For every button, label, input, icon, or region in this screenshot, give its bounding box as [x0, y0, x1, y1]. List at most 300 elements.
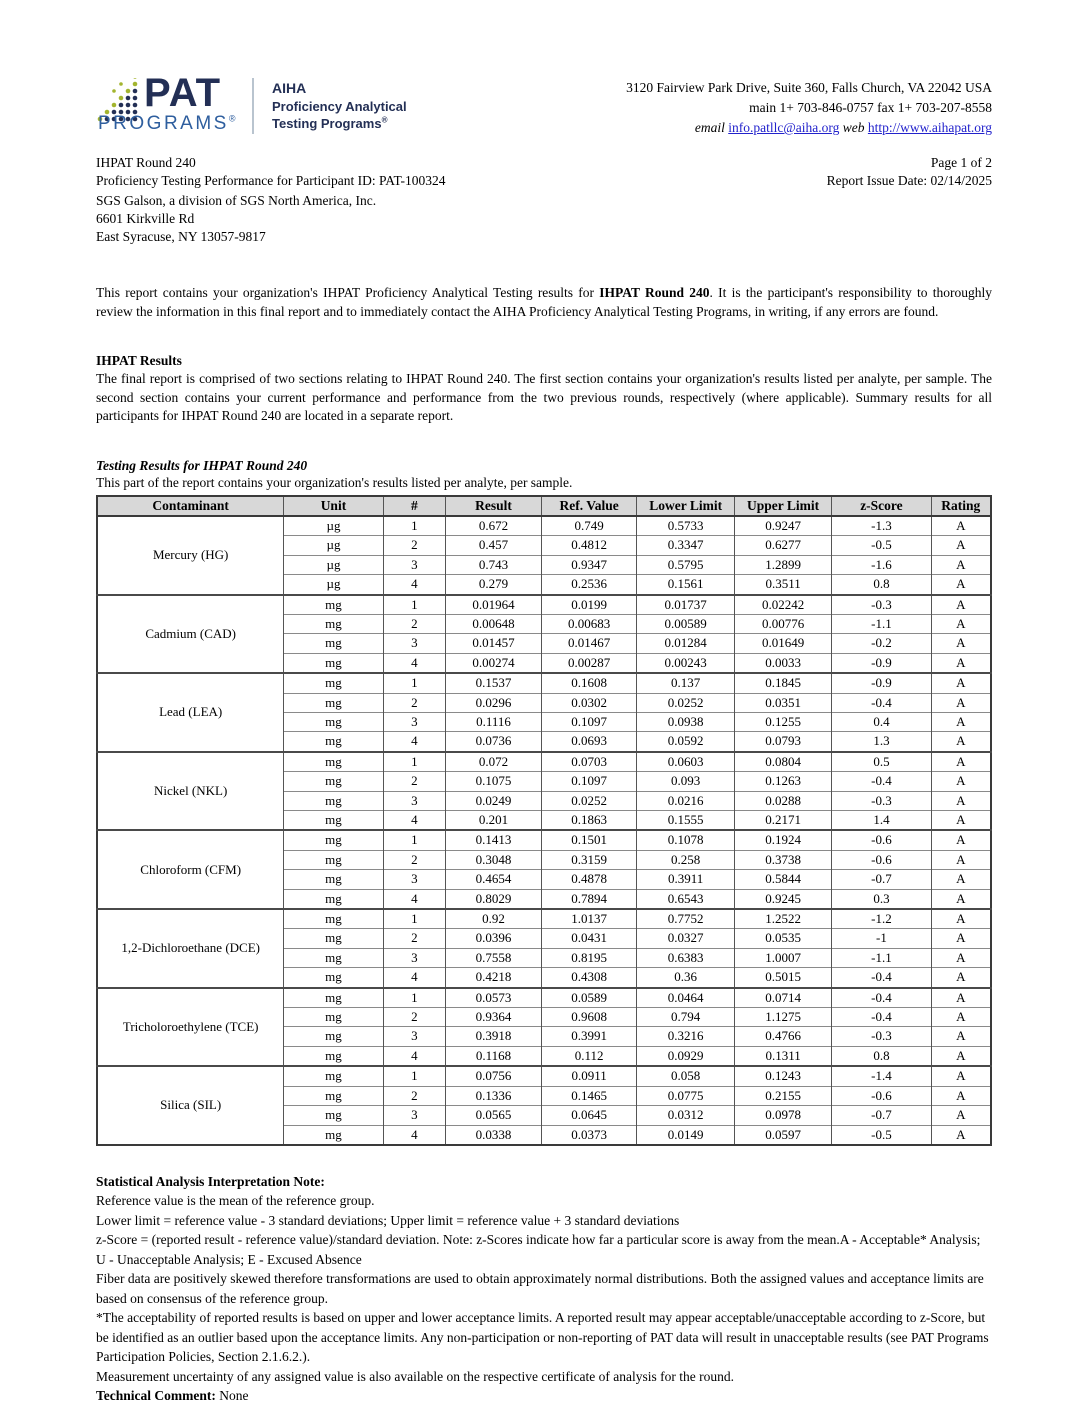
result-cell: 0.0464 [637, 988, 734, 1008]
result-cell: mg [284, 988, 383, 1008]
result-cell: 0.8 [832, 1046, 931, 1066]
result-cell: 0.0693 [541, 732, 637, 752]
notes-line-4: Fiber data are positively skewed therefore transformations are used to obtain approximately normal distributions. Both the assigned values and acceptance limits are based on consensus of the reference group. [96, 1271, 984, 1306]
result-cell: 1.0137 [541, 909, 637, 929]
result-cell: 4 [383, 1046, 446, 1066]
result-cell: mg [284, 909, 383, 929]
technical-comment [96, 1386, 992, 1406]
result-cell: 0.6277 [734, 536, 831, 555]
column-header: z-Score [832, 496, 931, 516]
notes-line-2: Lower limit = reference value - 3 standard deviations; Upper limit = reference value + 3 standard deviations [96, 1212, 680, 1228]
result-cell: 0.0252 [541, 791, 637, 810]
table-row [97, 909, 991, 929]
contaminant-cell: Mercury (HG) [97, 516, 284, 595]
result-cell: A [931, 968, 991, 988]
result-cell: mg [284, 1125, 383, 1145]
result-cell: 0.4 [832, 712, 931, 731]
results-section-body: The final report is comprised of two sections relating to IHPAT Round 240. The first section contains your organization's results listed per analyte, per sample. The second section contains your current performance and performance from the two previous rounds, respectively (where applicable). Summary results for all participants for IHPAT Round 240 are located in a separate report. [96, 371, 992, 423]
result-cell: mg [284, 752, 383, 772]
report-info-left [96, 154, 446, 190]
result-cell: A [931, 732, 991, 752]
table-row [97, 516, 991, 536]
result-cell: 0.00274 [446, 653, 542, 673]
aiha-tagline-1: Proficiency Analytical [272, 98, 407, 114]
result-cell: A [931, 850, 991, 869]
result-cell: µg [284, 575, 383, 595]
result-cell: 0.2171 [734, 811, 831, 831]
column-header: Rating [931, 496, 991, 516]
result-cell: -0.3 [832, 1027, 931, 1046]
result-cell: -0.5 [832, 1125, 931, 1145]
result-cell: 0.0929 [637, 1046, 734, 1066]
result-cell: 0.0804 [734, 752, 831, 772]
result-cell: 1.2522 [734, 909, 831, 929]
participant-line: Proficiency Testing Performance for Participant ID: PAT-100324 [96, 173, 446, 188]
logo-programs-text: PROGRAMS® [98, 113, 238, 134]
result-cell: -1.2 [832, 909, 931, 929]
result-cell: 0.5 [832, 752, 931, 772]
result-cell: 2 [383, 693, 446, 712]
result-cell: 0.0216 [637, 791, 734, 810]
result-cell: 0.7752 [637, 909, 734, 929]
result-cell: 0.6383 [637, 948, 734, 967]
logo-aiha-block [272, 76, 407, 133]
result-cell: -0.3 [832, 595, 931, 615]
registered-mark: ® [381, 116, 388, 126]
result-cell: 0.4878 [541, 870, 637, 889]
result-cell: 0.0296 [446, 693, 542, 712]
result-cell: 0.3048 [446, 850, 542, 869]
participant-address [96, 192, 992, 246]
result-cell: 0.4308 [541, 968, 637, 988]
result-cell: 2 [383, 1086, 446, 1105]
result-cell: A [931, 948, 991, 967]
result-cell: 1.4 [832, 811, 931, 831]
contaminant-cell: Chloroform (CFM) [97, 830, 284, 909]
result-cell: A [931, 1125, 991, 1145]
address-line-3 [626, 118, 992, 138]
result-cell: 0.1465 [541, 1086, 637, 1105]
statistical-notes [96, 1172, 992, 1406]
result-cell: -1.1 [832, 948, 931, 967]
result-cell: 1 [383, 1066, 446, 1086]
result-cell: -0.7 [832, 1106, 931, 1125]
result-cell: 0.0396 [446, 929, 542, 948]
result-cell: -1.3 [832, 516, 931, 536]
result-cell: 2 [383, 850, 446, 869]
result-cell: mg [284, 653, 383, 673]
org-address-block [626, 70, 992, 138]
result-cell: 0.0327 [637, 929, 734, 948]
result-cell: 0.0288 [734, 791, 831, 810]
report-info-row [96, 154, 992, 190]
result-cell: 4 [383, 575, 446, 595]
email-label: email [694, 120, 725, 135]
result-cell: 0.01737 [637, 595, 734, 615]
result-cell: 2 [383, 929, 446, 948]
result-cell: 0.0911 [541, 1066, 637, 1086]
result-cell: -0.6 [832, 1086, 931, 1105]
result-cell: 2 [383, 536, 446, 555]
result-cell: 0.0736 [446, 732, 542, 752]
result-cell: 0.9364 [446, 1008, 542, 1027]
notes-heading: Statistical Analysis Interpretation Note: [96, 1173, 325, 1189]
result-cell: -0.9 [832, 653, 931, 673]
result-cell: A [931, 1106, 991, 1125]
result-cell: -0.4 [832, 772, 931, 791]
result-cell: -0.4 [832, 693, 931, 712]
result-cell: 0.9245 [734, 889, 831, 909]
result-cell: mg [284, 791, 383, 810]
result-cell: 4 [383, 653, 446, 673]
result-cell: 0.0565 [446, 1106, 542, 1125]
result-cell: mg [284, 929, 383, 948]
result-cell: 1.1275 [734, 1008, 831, 1027]
participant-city: East Syracuse, NY 13057-9817 [96, 229, 266, 244]
result-cell: A [931, 1086, 991, 1105]
result-cell: 0.0535 [734, 929, 831, 948]
result-cell: A [931, 1046, 991, 1066]
result-cell: 0.137 [637, 673, 734, 693]
registered-mark: ® [228, 113, 238, 124]
report-info-right [827, 154, 992, 190]
result-cell: 0.1537 [446, 673, 542, 693]
result-cell: 0.1263 [734, 772, 831, 791]
result-cell: 0.1168 [446, 1046, 542, 1066]
result-cell: 4 [383, 811, 446, 831]
result-cell: A [931, 791, 991, 810]
result-cell: A [931, 870, 991, 889]
result-cell: -0.5 [832, 536, 931, 555]
result-cell: mg [284, 693, 383, 712]
result-cell: A [931, 634, 991, 653]
result-cell: 0.1336 [446, 1086, 542, 1105]
result-cell: 1 [383, 595, 446, 615]
result-cell: 0.0312 [637, 1106, 734, 1125]
logo-pat-text: PAT [144, 71, 222, 115]
column-header: # [383, 496, 446, 516]
result-cell: 0.36 [637, 968, 734, 988]
result-cell: 0.01457 [446, 634, 542, 653]
result-cell: 0.0589 [541, 988, 637, 1008]
column-header: Contaminant [97, 496, 284, 516]
result-cell: A [931, 614, 991, 633]
result-cell: 0.3738 [734, 850, 831, 869]
result-cell: 0.201 [446, 811, 542, 831]
result-cell: A [931, 830, 991, 850]
result-cell: 0.5733 [637, 516, 734, 536]
result-cell: 0.3991 [541, 1027, 637, 1046]
result-cell: A [931, 693, 991, 712]
result-cell: 0.1924 [734, 830, 831, 850]
result-cell: 0.01467 [541, 634, 637, 653]
contaminant-cell: Nickel (NKL) [97, 752, 284, 831]
result-cell: 0.0149 [637, 1125, 734, 1145]
result-cell: 0.1608 [541, 673, 637, 693]
result-cell: 0.0431 [541, 929, 637, 948]
result-cell: 0.00648 [446, 614, 542, 633]
result-cell: A [931, 653, 991, 673]
result-cell: 0.00776 [734, 614, 831, 633]
result-cell: 0.0603 [637, 752, 734, 772]
result-cell: 0.01284 [637, 634, 734, 653]
result-cell: µg [284, 555, 383, 574]
contaminant-cell: Cadmium (CAD) [97, 595, 284, 674]
result-cell: 0.0573 [446, 988, 542, 1008]
result-cell: 0.3911 [637, 870, 734, 889]
result-cell: mg [284, 772, 383, 791]
result-cell: 0.8029 [446, 889, 542, 909]
result-cell: A [931, 772, 991, 791]
result-cell: 1 [383, 752, 446, 772]
result-cell: 0.3 [832, 889, 931, 909]
result-cell: 0.1501 [541, 830, 637, 850]
result-cell: 0.5844 [734, 870, 831, 889]
result-cell: 3 [383, 948, 446, 967]
result-cell: 0.5795 [637, 555, 734, 574]
result-cell: 0.794 [637, 1008, 734, 1027]
table-header-row [97, 496, 991, 516]
result-cell: µg [284, 516, 383, 536]
result-cell: 0.01649 [734, 634, 831, 653]
notes-line-1: Reference value is the mean of the reference group. [96, 1193, 375, 1209]
result-cell: A [931, 909, 991, 929]
contaminant-cell: Tricholoroethylene (TCE) [97, 988, 284, 1067]
contaminant-cell: 1,2-Dichloroethane (DCE) [97, 909, 284, 988]
result-cell: 1 [383, 909, 446, 929]
result-cell: 0.058 [637, 1066, 734, 1086]
result-cell: 0.8 [832, 575, 931, 595]
result-cell: 0.00243 [637, 653, 734, 673]
result-cell: mg [284, 1086, 383, 1105]
result-cell: mg [284, 1066, 383, 1086]
result-cell: 3 [383, 555, 446, 574]
result-cell: 3 [383, 870, 446, 889]
result-cell: 0.258 [637, 850, 734, 869]
result-cell: 0.0338 [446, 1125, 542, 1145]
result-cell: A [931, 1066, 991, 1086]
result-cell: -0.7 [832, 870, 931, 889]
result-cell: 0.1845 [734, 673, 831, 693]
result-cell: 0.0249 [446, 791, 542, 810]
address-line-2: main 1+ 703-846-0757 fax 1+ 703-207-8558 [749, 100, 992, 115]
result-cell: 0.7558 [446, 948, 542, 967]
result-cell: mg [284, 811, 383, 831]
column-header: Result [446, 496, 542, 516]
result-cell: 0.093 [637, 772, 734, 791]
result-cell: 4 [383, 1125, 446, 1145]
pat-programs-logo [96, 70, 407, 134]
result-cell: 2 [383, 614, 446, 633]
result-cell: -0.3 [832, 791, 931, 810]
result-cell: 1 [383, 830, 446, 850]
result-cell: 0.00683 [541, 614, 637, 633]
notes-line-5: *The acceptability of reported results is based on upper and lower acceptance limits. A reported result may appear acceptable/unacceptable according to z-Score, but be identified as an outlier based upon the acceptance limits. Any non-participation or non-reporting of PAT data will result in unacceptable results (see PAT Programs Participation Policies, Section 2.1.6.2.). [96, 1310, 989, 1365]
result-cell: 0.0793 [734, 732, 831, 752]
address-line-1: 3120 Fairview Park Drive, Suite 360, Falls Church, VA 22042 USA [626, 80, 992, 95]
intro-paragraph: This report contains your organization's IHPAT Proficiency Analytical Testing results for IHPAT Round 240. It is the participant's responsibility to thoroughly review the information in this final report and to immediately contact the AIHA Proficiency Analytical Testing Programs, in writing, if any errors are found. [96, 285, 992, 319]
result-cell: 0.0938 [637, 712, 734, 731]
result-cell: mg [284, 968, 383, 988]
result-cell: 0.1555 [637, 811, 734, 831]
result-cell: 0.3347 [637, 536, 734, 555]
result-cell: A [931, 811, 991, 831]
result-cell: µg [284, 536, 383, 555]
result-cell: 0.9247 [734, 516, 831, 536]
result-cell: 3 [383, 1106, 446, 1125]
result-cell: 0.1078 [637, 830, 734, 850]
result-cell: mg [284, 673, 383, 693]
issue-date: Report Issue Date: 02/14/2025 [826, 173, 992, 188]
result-cell: A [931, 575, 991, 595]
result-cell: 1.0007 [734, 948, 831, 967]
result-cell: mg [284, 1046, 383, 1066]
result-cell: 0.0351 [734, 693, 831, 712]
result-cell: A [931, 1027, 991, 1046]
web-link[interactable]: http://www.aihapat.org [867, 120, 992, 135]
result-cell: 0.4654 [446, 870, 542, 889]
testing-results-heading: Testing Results for IHPAT Round 240 [96, 457, 308, 473]
email-link[interactable]: info.patllc@aiha.org [728, 120, 840, 135]
result-cell: 2 [383, 1008, 446, 1027]
result-cell: A [931, 673, 991, 693]
result-cell: 0.0033 [734, 653, 831, 673]
intro-bold-round: IHPAT Round 240 [599, 285, 710, 300]
result-cell: -0.9 [832, 673, 931, 693]
result-cell: 0.92 [446, 909, 542, 929]
round-title: IHPAT Round 240 [96, 155, 196, 170]
result-cell: -0.2 [832, 634, 931, 653]
result-cell: mg [284, 595, 383, 615]
result-cell: 1.3 [832, 732, 931, 752]
result-cell: 0.4766 [734, 1027, 831, 1046]
result-cell: 3 [383, 712, 446, 731]
technical-comment-label: Technical Comment: [96, 1388, 216, 1404]
result-cell: 1 [383, 673, 446, 693]
result-cell: 0.01964 [446, 595, 542, 615]
result-cell: mg [284, 948, 383, 967]
result-cell: A [931, 929, 991, 948]
result-cell: 0.0645 [541, 1106, 637, 1125]
notes-line-3: z-Score = (reported result - reference value)/standard deviation. Note: z-Scores indicate how far a particular score is away from the mean.A - Acceptable* Analysis; U - Unacceptable Analysis; E - Excused Absence [96, 1232, 981, 1267]
contaminant-cell: Silica (SIL) [97, 1066, 284, 1145]
column-header: Upper Limit [734, 496, 831, 516]
table-row [97, 988, 991, 1008]
result-cell: 0.0775 [637, 1086, 734, 1105]
result-cell: mg [284, 850, 383, 869]
result-cell: 0.743 [446, 555, 542, 574]
result-cell: -0.4 [832, 968, 931, 988]
result-cell: 0.4218 [446, 968, 542, 988]
result-cell: 4 [383, 889, 446, 909]
result-cell: 1.2899 [734, 555, 831, 574]
result-cell: 0.1255 [734, 712, 831, 731]
result-cell: 0.0199 [541, 595, 637, 615]
result-cell: 0.3918 [446, 1027, 542, 1046]
table-row [97, 1066, 991, 1086]
table-row [97, 752, 991, 772]
result-cell: A [931, 595, 991, 615]
column-header: Ref. Value [541, 496, 637, 516]
result-cell: 0.457 [446, 536, 542, 555]
result-cell: -1 [832, 929, 931, 948]
result-cell: 0.2155 [734, 1086, 831, 1105]
result-cell: 0.1116 [446, 712, 542, 731]
result-cell: 0.1243 [734, 1066, 831, 1086]
result-cell: A [931, 1008, 991, 1027]
result-cell: mg [284, 889, 383, 909]
result-cell: 0.0302 [541, 693, 637, 712]
result-cell: 0.6543 [637, 889, 734, 909]
result-cell: A [931, 889, 991, 909]
result-cell: 0.8195 [541, 948, 637, 967]
result-cell: 0.0373 [541, 1125, 637, 1145]
technical-comment-value: None [215, 1388, 249, 1404]
result-cell: -1.1 [832, 614, 931, 633]
result-cell: 0.7894 [541, 889, 637, 909]
result-cell: -1.4 [832, 1066, 931, 1086]
table-row [97, 830, 991, 850]
participant-org-name: SGS Galson, a division of SGS North America, Inc. [96, 193, 377, 208]
result-cell: 0.1561 [637, 575, 734, 595]
result-cell: mg [284, 870, 383, 889]
result-cell: 0.1311 [734, 1046, 831, 1066]
results-section-heading: IHPAT Results [96, 353, 182, 368]
result-cell: -0.4 [832, 1008, 931, 1027]
result-cell: 0.0978 [734, 1106, 831, 1125]
page-header [96, 70, 992, 138]
result-cell: 0.279 [446, 575, 542, 595]
result-cell: 0.9347 [541, 555, 637, 574]
result-cell: -0.4 [832, 988, 931, 1008]
page-indicator: Page 1 of 2 [930, 155, 992, 170]
aiha-name: AIHA [272, 80, 307, 96]
result-cell: 0.0756 [446, 1066, 542, 1086]
result-cell: A [931, 516, 991, 536]
aiha-tagline-2: Testing Programs® [272, 116, 388, 132]
result-cell: 0.3159 [541, 850, 637, 869]
result-cell: 0.749 [541, 516, 637, 536]
result-cell: 0.9608 [541, 1008, 637, 1027]
notes-line-6: Measurement uncertainty of any assigned value is also available on the respective certificate of analysis for the round. [96, 1368, 735, 1384]
result-cell: 0.0252 [637, 693, 734, 712]
result-cell: 0.1097 [541, 712, 637, 731]
result-cell: mg [284, 1106, 383, 1125]
results-table [96, 495, 992, 1146]
column-header: Lower Limit [637, 496, 734, 516]
result-cell: 4 [383, 732, 446, 752]
result-cell: -1.6 [832, 555, 931, 574]
result-cell: mg [284, 634, 383, 653]
testing-results-subheading: This part of the report contains your organization's results listed per analyte, per sample. [96, 474, 573, 490]
result-cell: A [931, 555, 991, 574]
participant-street: 6601 Kirkville Rd [96, 211, 195, 226]
table-row [97, 595, 991, 615]
result-cell: -0.6 [832, 850, 931, 869]
result-cell: 4 [383, 968, 446, 988]
result-cell: 0.00287 [541, 653, 637, 673]
result-cell: A [931, 988, 991, 1008]
result-cell: 0.1075 [446, 772, 542, 791]
result-cell: 3 [383, 791, 446, 810]
result-cell: mg [284, 1008, 383, 1027]
result-cell: 2 [383, 772, 446, 791]
result-cell: mg [284, 830, 383, 850]
result-cell: 3 [383, 1027, 446, 1046]
result-cell: 0.0597 [734, 1125, 831, 1145]
result-cell: 1 [383, 988, 446, 1008]
result-cell: 0.1863 [541, 811, 637, 831]
